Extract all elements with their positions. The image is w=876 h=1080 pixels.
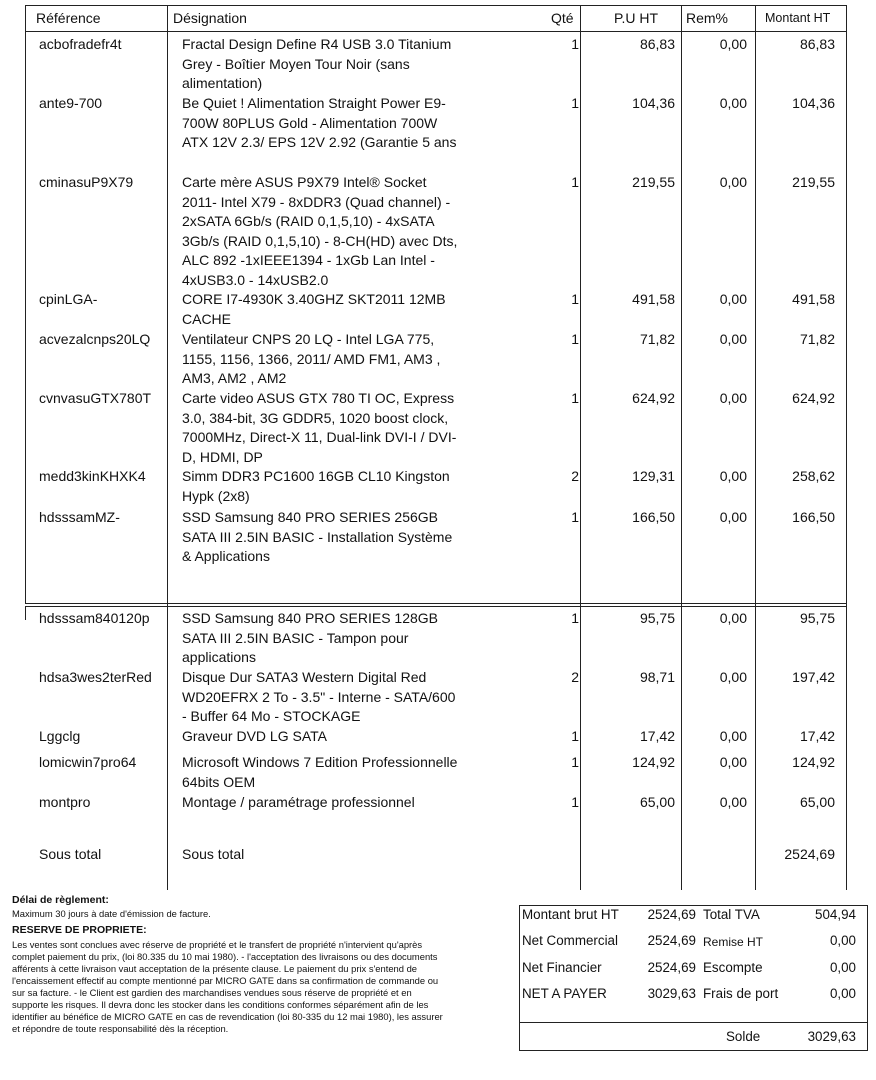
item-reference: lomicwin7pro64 <box>39 754 137 770</box>
col-header-amount: Montant HT <box>765 11 831 25</box>
item-amount: 258,62 <box>792 468 835 484</box>
item-designation: Carte video ASUS GTX 780 TI OC, Express 3.0, 384-bit, 3G GDDR5, 1020 boost clock, 7000MHz, Direct-X 11, Dual-link DVI-I / DVI- D, HDMI, DP <box>182 390 457 465</box>
column-divider <box>167 5 168 890</box>
item-unit-price: 104,36 <box>632 95 675 111</box>
item-unit-price: 166,50 <box>632 509 675 525</box>
totals-value: 3029,63 <box>647 986 696 1001</box>
item-qty: 1 <box>571 95 579 111</box>
item-reference: ante9-700 <box>39 95 103 111</box>
item-designation: Be Quiet ! Alimentation Straight Power E9- 700W 80PLUS Gold - Alimentation 700W ATX 12V 2.3/ EPS 12V 2.92 (Garantie 5 ans <box>182 95 457 150</box>
col-header-designation: Désignation <box>173 10 247 26</box>
item-designation: Carte mère ASUS P9X79 Intel® Socket 2011- Intel X79 - 8xDDR3 (Quad channel) - 2xSATA 6Gb/s (RAID 0,1,5,10) - 4xSATA 3Gb/s (RAID 0,1,5,10) - 8-CH(HD) avec Dts, ALC 892 -1xIEEE1394 - 1xGb Lan Intel - 4xUSB3.0 - 14xUSB2.0 <box>182 174 458 288</box>
item-unit-price: 65,00 <box>639 794 675 810</box>
item-reference: cpinLGA- <box>39 291 98 307</box>
item-designation: Simm DDR3 PC1600 16GB CL10 Kingston Hypk (2x8) <box>182 468 450 504</box>
item-qty: 2 <box>571 468 579 484</box>
column-divider <box>25 606 26 620</box>
totals-label: NET A PAYER <box>522 986 607 1001</box>
item-qty: 1 <box>571 728 579 744</box>
item-designation: CORE I7-4930K 3.40GHZ SKT2011 12MB CACHE <box>182 291 446 327</box>
item-discount: 0,00 <box>719 331 747 347</box>
item-reference: hdsssamMZ- <box>39 509 120 525</box>
payment-terms-title: Délai de règlement: <box>12 894 109 906</box>
item-designation: Montage / paramétrage professionnel <box>182 794 415 810</box>
column-divider <box>25 5 26 603</box>
item-discount: 0,00 <box>719 468 747 484</box>
item-qty: 1 <box>571 291 579 307</box>
item-amount: 491,58 <box>792 291 835 307</box>
item-unit-price: 17,42 <box>639 728 675 744</box>
item-reference: hdsa3wes2terRed <box>39 669 152 685</box>
item-unit-price: 95,75 <box>639 610 675 626</box>
item-designation: SSD Samsung 840 PRO SERIES 256GB SATA III 2.5IN BASIC - Installation Système & Applications <box>182 509 453 564</box>
totals-value: 2524,69 <box>647 907 696 922</box>
item-amount: 197,42 <box>792 669 835 685</box>
item-qty: 1 <box>571 610 579 626</box>
totals-label: Net Financier <box>522 960 602 975</box>
item-reference: montpro <box>39 794 91 810</box>
column-divider <box>580 5 581 890</box>
item-designation: Graveur DVD LG SATA <box>182 728 327 744</box>
item-amount: 65,00 <box>799 794 835 810</box>
item-unit-price: 86,83 <box>639 36 675 52</box>
item-qty: 1 <box>571 754 579 770</box>
item-qty: 1 <box>571 509 579 525</box>
item-designation: Ventilateur CNPS 20 LQ - Intel LGA 775, 1155, 1156, 1366, 2011/ AMD FM1, AM3 , AM3, AM2 , AM2 <box>182 331 441 386</box>
item-unit-price: 624,92 <box>632 390 675 406</box>
item-amount: 86,83 <box>799 36 835 52</box>
totals-label: Frais de port <box>703 986 779 1001</box>
page-break-line <box>25 603 847 604</box>
totals-value: 2524,69 <box>647 960 696 975</box>
item-qty: 1 <box>571 331 579 347</box>
item-unit-price: 98,71 <box>639 669 675 685</box>
item-reference: Lggclg <box>39 728 81 744</box>
totals-label: Montant brut HT <box>522 907 619 922</box>
item-discount: 0,00 <box>719 509 747 525</box>
item-unit-price: 219,55 <box>632 174 675 190</box>
item-amount: 166,50 <box>792 509 835 525</box>
item-unit-price: 124,92 <box>632 754 675 770</box>
item-discount: 0,00 <box>719 291 747 307</box>
item-discount: 0,00 <box>719 610 747 626</box>
item-reference: acbofradefr4t <box>39 36 122 52</box>
item-reference: medd3kinKHXK4 <box>39 468 146 484</box>
totals-label: Remise HT <box>703 935 764 949</box>
reserve-text: Les ventes sont conclues avec réserve de propriété et le transfert de propriété n'intervient qu'après complet paiement du prix, (loi 80.335 du 10 mai 1980). - l'acceptation des livraisons ou des documents afférents à cette livraison vaut acceptation de la présente clause. Le paiement du prix s'entend de l'encaissement effectif au compte mentionné par MICRO GATE dans sa confirmation de commande ou sur sa facture. - le Client est gardien des marchandises vendues sous réserve de propriété et en supporte les risques. Il devra donc les stocker dans les conditions conformes séparément afin de les identifier au bénéfice de MICRO GATE en cas de revendication (loi 80-335 du 12 mai 1980), les assurer et répondre de toute responsabilité dès la réception. <box>12 939 443 1034</box>
balance-label: Solde <box>726 1029 761 1044</box>
col-header-discount: Rem% <box>686 10 729 26</box>
item-reference: acvezalcnps20LQ <box>39 331 151 347</box>
table-top-border <box>25 5 847 6</box>
item-discount: 0,00 <box>719 174 747 190</box>
column-divider <box>846 5 847 890</box>
item-unit-price: 71,82 <box>639 331 675 347</box>
item-amount: 104,36 <box>792 95 835 111</box>
totals-value: 0,00 <box>829 933 856 948</box>
item-amount: 219,55 <box>792 174 835 190</box>
item-discount: 0,00 <box>719 95 747 111</box>
totals-value: 504,94 <box>815 907 856 922</box>
item-qty: 2 <box>571 669 579 685</box>
item-discount: 0,00 <box>719 669 747 685</box>
item-designation: Fractal Design Define R4 USB 3.0 Titanium Grey - Boîtier Moyen Tour Noir (sans alimentation) <box>182 36 452 91</box>
balance-value: 3029,63 <box>807 1029 856 1044</box>
item-designation: Microsoft Windows 7 Edition Professionnelle 64bits OEM <box>182 754 458 790</box>
item-discount: 0,00 <box>719 36 747 52</box>
item-discount: 0,00 <box>719 728 747 744</box>
item-qty: 1 <box>571 390 579 406</box>
item-designation: SSD Samsung 840 PRO SERIES 128GB SATA III 2.5IN BASIC - Tampon pour applications <box>182 610 439 665</box>
totals-label: Escompte <box>703 960 763 975</box>
item-unit-price: 491,58 <box>632 291 675 307</box>
col-header-reference: Référence <box>36 10 101 26</box>
totals-label: Net Commercial <box>522 933 618 948</box>
col-header-unit-price: P.U HT <box>614 10 659 26</box>
item-qty: 1 <box>571 794 579 810</box>
item-unit-price: 129,31 <box>632 468 675 484</box>
item-discount: 0,00 <box>719 794 747 810</box>
item-amount: 71,82 <box>799 331 835 347</box>
totals-value: 0,00 <box>829 986 856 1001</box>
item-reference: cminasuP9X79 <box>39 174 134 190</box>
col-header-qty: Qté <box>551 10 574 26</box>
item-qty: 1 <box>571 174 579 190</box>
totals-value: 0,00 <box>829 960 856 975</box>
column-divider <box>681 5 682 890</box>
header-bottom-border <box>25 31 847 32</box>
item-amount: 17,42 <box>799 728 835 744</box>
item-amount: 124,92 <box>792 754 835 770</box>
item-discount: 0,00 <box>719 754 747 770</box>
item-designation: Disque Dur SATA3 Western Digital Red WD20EFRX 2 To - 3.5" - Interne - SATA/600 - Buffer 64 Mo - STOCKAGE <box>182 669 456 724</box>
subtotal-label: Sous total <box>182 846 245 862</box>
reserve-title: RESERVE DE PROPRIETE: <box>12 924 147 936</box>
item-qty: 1 <box>571 36 579 52</box>
subtotal-amount: 2524,69 <box>784 846 835 862</box>
item-discount: 0,00 <box>719 390 747 406</box>
payment-terms-text: Maximum 30 jours à date d'émission de facture. <box>12 908 211 919</box>
subtotal-ref: Sous total <box>39 846 102 862</box>
item-amount: 624,92 <box>792 390 835 406</box>
page-break-line <box>25 606 847 607</box>
item-reference: cvnvasuGTX780T <box>39 390 152 406</box>
totals-value: 2524,69 <box>647 933 696 948</box>
item-amount: 95,75 <box>799 610 835 626</box>
totals-label: Total TVA <box>703 907 760 922</box>
item-reference: hdsssam840120p <box>39 610 150 626</box>
